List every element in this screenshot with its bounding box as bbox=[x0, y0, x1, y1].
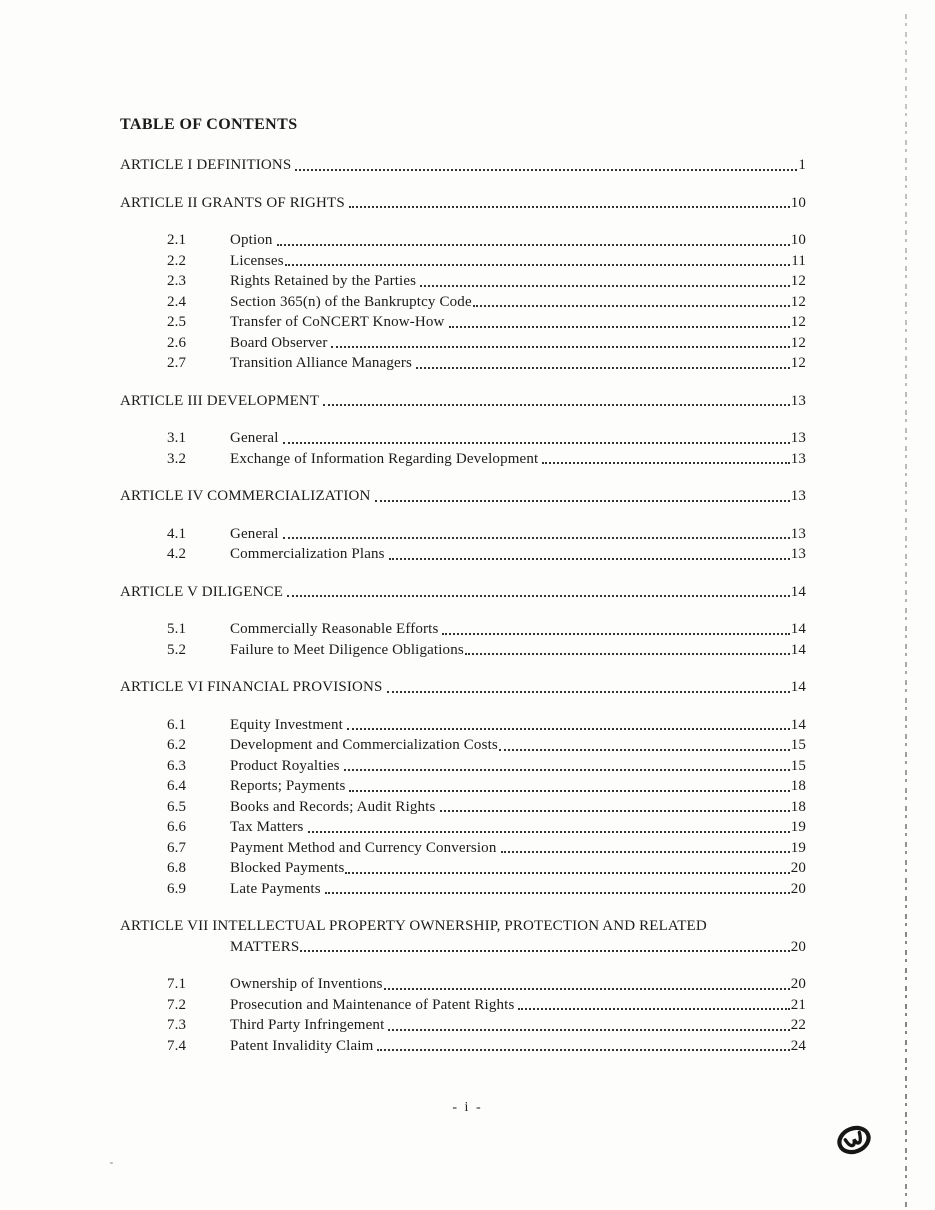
dot-leader bbox=[331, 346, 789, 348]
toc-article-block bbox=[120, 486, 806, 565]
toc-section-row bbox=[120, 544, 806, 565]
dot-leader bbox=[440, 810, 790, 812]
page-number: 12 bbox=[790, 273, 806, 289]
toc-article-row bbox=[120, 391, 806, 412]
section-number: 2.4 bbox=[167, 293, 187, 310]
dot-leader bbox=[375, 500, 790, 502]
section-number: 2.2 bbox=[167, 252, 187, 269]
toc-section-row bbox=[120, 353, 806, 374]
page-number: 13 bbox=[790, 450, 806, 467]
page-number: 19 bbox=[790, 839, 806, 856]
toc-section-row bbox=[120, 735, 806, 756]
section-number: 7.4 bbox=[167, 1037, 187, 1054]
page-number: 12 bbox=[790, 293, 806, 310]
dot-leader bbox=[387, 691, 790, 693]
toc-article-label: ARTICLE VII INTELLECTUAL PROPERTY OWNERSHIP, PROTECTION AND RELATED bbox=[120, 918, 707, 934]
dot-leader bbox=[518, 1008, 789, 1010]
toc-article-label: ARTICLE V DILIGENCE bbox=[120, 583, 284, 600]
toc-article-row bbox=[120, 582, 806, 603]
dot-leader bbox=[416, 367, 790, 369]
toc-section-row bbox=[120, 858, 806, 879]
footer-page-number: - i - bbox=[452, 1100, 483, 1115]
toc-section-row bbox=[120, 251, 806, 272]
section-label: Failure to Meet Diligence Obligations bbox=[230, 641, 464, 658]
page-number: 11 bbox=[791, 252, 806, 269]
section-number: 7.1 bbox=[167, 976, 187, 992]
section-label: Equity Investment bbox=[230, 716, 343, 733]
dot-leader bbox=[389, 558, 790, 560]
scan-speck bbox=[110, 1162, 113, 1164]
section-number: 2.5 bbox=[167, 314, 187, 330]
section-number: 2.3 bbox=[167, 273, 187, 289]
dot-leader bbox=[345, 872, 789, 874]
toc-section-row bbox=[120, 1036, 806, 1057]
dot-leader bbox=[285, 264, 791, 266]
page-number: 14 bbox=[790, 641, 806, 658]
dot-leader bbox=[542, 462, 789, 464]
scan-artifact-line bbox=[905, 14, 907, 1210]
section-label: Product Royalties bbox=[230, 757, 340, 774]
dot-leader bbox=[287, 595, 790, 597]
section-label: General bbox=[230, 430, 279, 446]
toc-section-row bbox=[120, 524, 806, 545]
toc-article-block bbox=[120, 916, 806, 1056]
section-label: Board Observer bbox=[230, 334, 328, 351]
section-label: Transfer of CoNCERT Know-How bbox=[230, 314, 445, 330]
page-number: 22 bbox=[790, 1017, 806, 1033]
toc-article-block bbox=[120, 155, 806, 176]
page-number: 15 bbox=[790, 757, 806, 774]
section-number: 4.1 bbox=[167, 525, 187, 542]
section-label: Section 365(n) of the Bankruptcy Code bbox=[230, 293, 472, 310]
dot-leader bbox=[465, 653, 790, 655]
page-number: 13 bbox=[790, 488, 806, 504]
section-label: Prosecution and Maintenance of Patent Rights bbox=[230, 996, 515, 1013]
page-number: 14 bbox=[790, 583, 806, 600]
toc-article-label: MATTERS bbox=[230, 938, 300, 955]
page-number: 20 bbox=[790, 938, 806, 955]
page-number: 20 bbox=[790, 976, 806, 992]
dot-leader bbox=[473, 305, 790, 307]
section-number: 7.3 bbox=[167, 1017, 187, 1033]
page-number: 18 bbox=[790, 778, 806, 794]
dot-leader bbox=[283, 537, 790, 539]
section-number: 6.8 bbox=[167, 860, 187, 876]
toc-article-line2 bbox=[120, 937, 806, 958]
section-label: Payment Method and Currency Conversion bbox=[230, 839, 497, 856]
page-number: 24 bbox=[790, 1037, 806, 1054]
toc-section-row bbox=[120, 333, 806, 354]
dot-leader bbox=[501, 851, 790, 853]
page-number: 18 bbox=[790, 798, 806, 815]
section-number: 6.3 bbox=[167, 757, 187, 774]
toc-section-row bbox=[120, 640, 806, 661]
section-label: Books and Records; Audit Rights bbox=[230, 798, 436, 815]
section-number: 3.1 bbox=[167, 430, 187, 446]
section-number: 6.9 bbox=[167, 880, 187, 897]
toc-article-row bbox=[120, 916, 806, 957]
dot-leader bbox=[449, 326, 790, 328]
section-number: 6.7 bbox=[167, 839, 187, 856]
toc-article-line1 bbox=[120, 916, 806, 937]
section-label: Exchange of Information Regarding Development bbox=[230, 450, 539, 467]
section-number: 2.1 bbox=[167, 232, 187, 248]
toc-article-label: ARTICLE VI FINANCIAL PROVISIONS bbox=[120, 679, 383, 695]
section-label: Blocked Payments bbox=[230, 860, 345, 876]
section-number: 4.2 bbox=[167, 546, 187, 562]
page-number: 13 bbox=[790, 430, 806, 446]
toc-section-row bbox=[120, 312, 806, 333]
page-number: 12 bbox=[790, 314, 806, 330]
page-number: 14 bbox=[790, 716, 806, 733]
section-label: Reports; Payments bbox=[230, 778, 346, 794]
dot-leader bbox=[499, 749, 790, 751]
section-label: Transition Alliance Managers bbox=[230, 355, 412, 371]
page-number: 15 bbox=[790, 737, 806, 753]
page-number: 13 bbox=[790, 392, 806, 409]
dot-leader bbox=[442, 633, 789, 635]
toc-article-block bbox=[120, 391, 806, 470]
dot-leader bbox=[349, 206, 790, 208]
toc-article-label: ARTICLE III DEVELOPMENT bbox=[120, 392, 320, 409]
section-number: 6.2 bbox=[167, 737, 187, 753]
toc-section-row bbox=[120, 619, 806, 640]
toc-section-row bbox=[120, 756, 806, 777]
page-number: 19 bbox=[790, 819, 806, 835]
toc-section-row bbox=[120, 879, 806, 900]
page-number: 10 bbox=[790, 194, 806, 211]
dot-leader bbox=[349, 790, 789, 792]
section-number: 6.4 bbox=[167, 778, 187, 794]
toc-article-row bbox=[120, 193, 806, 214]
toc-section-row bbox=[120, 974, 806, 995]
toc-section-row bbox=[120, 797, 806, 818]
toc-article-label: ARTICLE II GRANTS OF RIGHTS bbox=[120, 194, 345, 211]
toc-section-row bbox=[120, 715, 806, 736]
toc-section-row bbox=[120, 230, 806, 251]
table-of-contents bbox=[120, 116, 806, 1056]
toc-article-label: ARTICLE I DEFINITIONS bbox=[120, 157, 292, 173]
section-number: 5.1 bbox=[167, 621, 187, 637]
dot-leader bbox=[344, 769, 790, 771]
dot-leader bbox=[377, 1049, 789, 1051]
section-number: 2.6 bbox=[167, 334, 187, 351]
page-title: TABLE OF CONTENTS bbox=[120, 116, 298, 133]
dot-leader bbox=[384, 988, 790, 990]
toc-article-block bbox=[120, 582, 806, 661]
section-label: Development and Commercialization Costs bbox=[230, 737, 498, 753]
section-label: Commercialization Plans bbox=[230, 546, 385, 562]
toc-article-row bbox=[120, 486, 806, 507]
section-label: Tax Matters bbox=[230, 819, 304, 835]
toc-article-block bbox=[120, 677, 806, 899]
page-number: 14 bbox=[790, 621, 806, 637]
toc-section-row bbox=[120, 817, 806, 838]
toc-section-row bbox=[120, 449, 806, 470]
toc-article-row bbox=[120, 677, 806, 698]
dot-leader bbox=[277, 244, 790, 246]
section-label: Option bbox=[230, 232, 273, 248]
page-number: 21 bbox=[790, 996, 806, 1013]
toc-section-row bbox=[120, 1015, 806, 1036]
section-number: 5.2 bbox=[167, 641, 187, 658]
section-number: 2.7 bbox=[167, 355, 187, 371]
toc-section-row bbox=[120, 428, 806, 449]
page-number: 14 bbox=[790, 679, 806, 695]
dot-leader bbox=[347, 728, 790, 730]
dot-leader bbox=[323, 404, 790, 406]
section-number: 3.2 bbox=[167, 450, 187, 467]
toc-section-row bbox=[120, 292, 806, 313]
section-label: Late Payments bbox=[230, 880, 321, 897]
page-number: 13 bbox=[790, 546, 806, 562]
page-number: 1 bbox=[798, 157, 806, 173]
section-label: Licenses bbox=[230, 252, 284, 269]
toc-section-row bbox=[120, 271, 806, 292]
toc-article-row bbox=[120, 155, 806, 176]
dot-leader bbox=[325, 892, 790, 894]
page-number: 12 bbox=[790, 355, 806, 371]
dot-leader bbox=[300, 950, 789, 952]
toc-article-block bbox=[120, 193, 806, 374]
dot-leader bbox=[420, 285, 790, 287]
toc-article-label: ARTICLE IV COMMERCIALIZATION bbox=[120, 488, 371, 504]
section-label: Patent Invalidity Claim bbox=[230, 1037, 374, 1054]
section-label: Commercially Reasonable Efforts bbox=[230, 621, 439, 637]
section-label: Ownership of Inventions bbox=[230, 976, 383, 992]
section-label: General bbox=[230, 525, 279, 542]
page-number: 10 bbox=[790, 232, 806, 248]
section-number: 6.5 bbox=[167, 798, 187, 815]
toc-section-row bbox=[120, 776, 806, 797]
toc-section-row bbox=[120, 995, 806, 1016]
dot-leader bbox=[388, 1029, 789, 1031]
section-number: 7.2 bbox=[167, 996, 187, 1013]
page-number: 20 bbox=[790, 860, 806, 876]
handwritten-circled-w-initial-icon bbox=[830, 1117, 878, 1163]
page-number: 20 bbox=[790, 880, 806, 897]
dot-leader bbox=[295, 169, 797, 171]
section-label: Rights Retained by the Parties bbox=[230, 273, 417, 289]
page-number: 12 bbox=[790, 334, 806, 351]
toc-section-row bbox=[120, 838, 806, 859]
page-number: 13 bbox=[790, 525, 806, 542]
dot-leader bbox=[283, 442, 790, 444]
section-label: Third Party Infringement bbox=[230, 1017, 385, 1033]
dot-leader bbox=[308, 831, 790, 833]
section-number: 6.1 bbox=[167, 716, 187, 733]
section-number: 6.6 bbox=[167, 819, 187, 835]
